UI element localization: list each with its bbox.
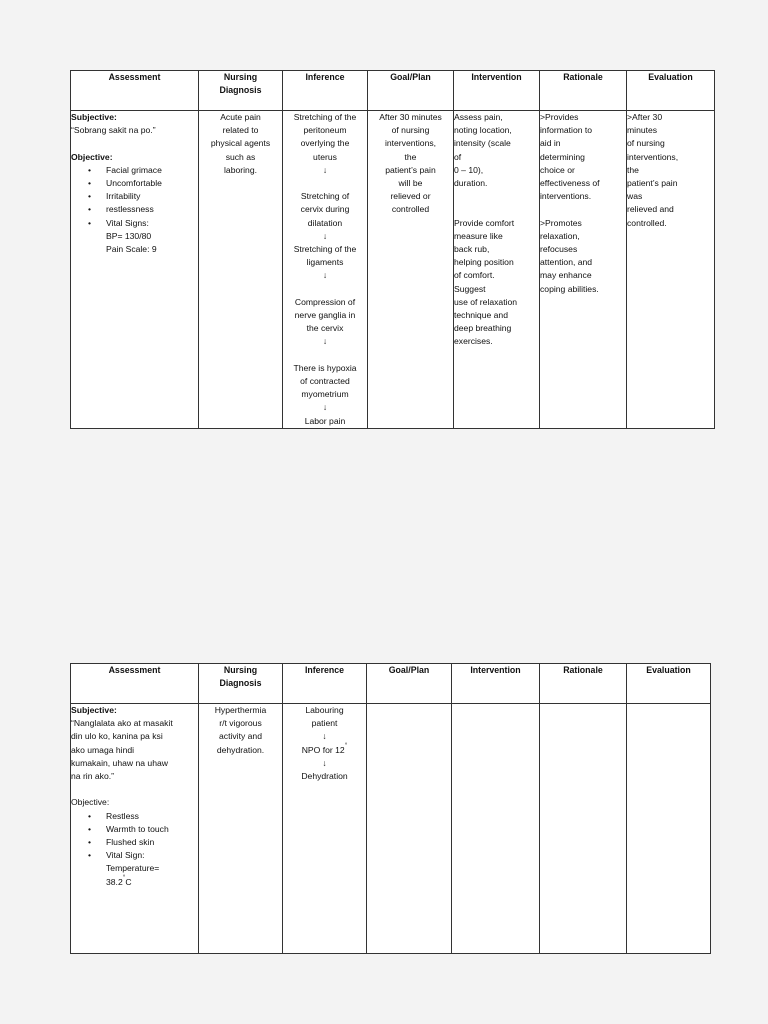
text-line: dehydration. <box>216 744 265 755</box>
text-line: >After 30 <box>627 112 663 122</box>
text-line: laboring. <box>224 164 257 175</box>
inference-cell <box>283 111 368 429</box>
text-line: measure like <box>454 230 503 241</box>
header-rationale: Rationale <box>540 664 627 704</box>
text-line: determining <box>540 151 585 162</box>
header-nursing-diagnosis-line-1: Nursing <box>223 665 258 675</box>
inference-text-line: Stretching of the <box>293 244 357 255</box>
text-line: Acute pain <box>220 112 261 122</box>
down-arrow-icon: ↓ <box>322 731 327 742</box>
objective-label: Objective: <box>71 797 110 808</box>
text-line: >Promotes <box>540 217 582 228</box>
spacer <box>283 283 367 296</box>
spacer <box>283 177 367 190</box>
subjective-label: Subjective: <box>71 705 117 715</box>
text-line: duration. <box>454 178 488 189</box>
text-line: helping position <box>454 257 514 268</box>
text-line: Hyperthermia <box>214 705 267 715</box>
evaluation-cell <box>627 704 711 954</box>
spacer <box>454 190 539 203</box>
down-arrow-icon: ↓ <box>322 270 328 281</box>
inference-text-line: Stretching of <box>300 191 350 202</box>
inference-text-line: Labouring <box>305 705 344 715</box>
text-line: of comfort. <box>454 270 495 281</box>
list-item: • restlessness <box>71 203 198 216</box>
inference-text-line: cervix during <box>300 204 350 215</box>
text-line: interventions. <box>540 191 592 202</box>
text-line: controlled. <box>627 217 667 228</box>
evaluation-cell <box>627 111 715 429</box>
spacer <box>540 203 626 216</box>
table-2-body-row <box>71 704 711 954</box>
text-line: patient’s pain <box>627 178 678 189</box>
text-line: information to <box>540 125 593 136</box>
nursing-diagnosis-cell <box>199 111 283 429</box>
text-line: use of relaxation <box>454 296 518 307</box>
header-nursing-diagnosis <box>199 664 283 704</box>
inference-text-line: Compression of <box>294 296 356 307</box>
inference-text-line <box>283 741 366 757</box>
text-line: back rub, <box>454 244 490 254</box>
text-line: may enhance <box>540 270 592 281</box>
list-item: • Warmth to touch <box>71 823 198 836</box>
inference-text-line: myometrium <box>301 389 349 400</box>
inference-text-line: uterus <box>313 151 337 162</box>
header-nursing-diagnosis <box>199 71 283 111</box>
text-line: relieved or <box>390 191 431 202</box>
degree-symbol: ° <box>344 741 348 749</box>
text-line: “Nanglalata ako at masakit <box>71 718 173 729</box>
text-line: After 30 minutes <box>379 112 442 122</box>
text-line: na rin ako.” <box>71 771 114 782</box>
assessment-cell <box>71 111 199 429</box>
text-line: relieved and <box>627 204 674 215</box>
inference-text-line: Labor pain <box>304 415 346 426</box>
inference-text-line: ligaments <box>306 257 344 268</box>
temperature-number: 38.2 <box>106 876 123 887</box>
text-line: ako umaga hindi <box>71 744 135 755</box>
text-line: intensity (scale <box>454 138 511 149</box>
down-arrow-icon: ↓ <box>322 230 328 241</box>
inference-text-line: overlying the <box>300 138 350 149</box>
subjective-quote: “Sobrang sakit na po.” <box>71 125 156 136</box>
text-line: of nursing <box>391 125 430 136</box>
text-line: interventions, <box>627 151 679 162</box>
header-evaluation: Evaluation <box>627 664 711 704</box>
spacer <box>71 137 198 150</box>
rationale-cell <box>540 704 627 954</box>
inference-text-line: dilatation <box>307 217 343 228</box>
header-nursing-diagnosis-line-1: Nursing <box>223 72 258 82</box>
objective-list <box>71 810 198 863</box>
header-assessment: Assessment <box>71 71 199 111</box>
degree-symbol: ° <box>122 873 126 881</box>
inference-text: NPO for 12 <box>301 744 345 755</box>
temperature-unit: C <box>125 876 132 887</box>
header-goal-plan: Goal/Plan <box>367 664 452 704</box>
text-line: minutes <box>627 125 658 136</box>
text-line: attention, and <box>540 257 593 268</box>
list-item: • Flushed skin <box>71 836 198 849</box>
objective-label: Objective: <box>71 151 113 162</box>
text-line: deep breathing <box>454 323 512 334</box>
nursing-care-plan-table-1 <box>70 70 715 429</box>
down-arrow-icon: ↓ <box>322 336 328 347</box>
text-line: kumakain, uhaw na uhaw <box>71 757 168 768</box>
down-arrow-icon: ↓ <box>322 402 328 413</box>
spacer <box>71 783 198 796</box>
header-rationale: Rationale <box>540 71 627 111</box>
goal-plan-cell <box>367 704 452 954</box>
objective-list <box>71 164 198 230</box>
header-nursing-diagnosis-line-2: Diagnosis <box>219 85 262 95</box>
text-line: relaxation, <box>540 230 580 241</box>
text-line: will be <box>398 178 423 189</box>
list-item: • Vital Sign: <box>71 849 198 862</box>
temperature-value <box>71 873 198 889</box>
inference-text-line: Stretching of the <box>293 112 357 122</box>
vital-pain-scale: Pain Scale: 9 <box>106 244 157 255</box>
inference-text-line: peritoneum <box>303 125 347 136</box>
table-1-header-row <box>71 71 715 111</box>
intervention-cell <box>454 111 540 429</box>
inference-text-line: Dehydration <box>301 771 348 782</box>
header-goal-plan: Goal/Plan <box>368 71 454 111</box>
vital-bp: BP= 130/80 <box>106 230 152 241</box>
header-nursing-diagnosis-line-2: Diagnosis <box>219 678 262 688</box>
list-item: • Vital Signs: <box>71 217 198 230</box>
text-line: related to <box>222 125 259 136</box>
text-line: noting location, <box>454 125 512 136</box>
inference-text-line: There is hypoxia <box>293 362 357 373</box>
header-intervention: Intervention <box>454 71 540 111</box>
temperature-label: Temperature= <box>106 863 160 874</box>
inference-text-line: patient <box>311 718 338 729</box>
text-line: interventions, <box>384 138 437 149</box>
text-line: 0 – 10), <box>454 164 484 175</box>
text-line: was <box>627 191 643 202</box>
text-line: >Provides <box>540 112 579 122</box>
assessment-cell <box>71 704 199 954</box>
spacer <box>283 349 367 362</box>
text-line: the <box>627 164 639 175</box>
text-line: din ulo ko, kanina pa ksi <box>71 731 163 742</box>
text-line: technique and <box>454 310 508 321</box>
nursing-care-plan-table-2 <box>70 663 711 954</box>
intervention-cell <box>452 704 540 954</box>
rationale-cell <box>540 111 627 429</box>
text-line: such as <box>225 151 256 162</box>
text-line: of <box>454 151 462 162</box>
inference-text-line: the cervix <box>306 323 344 334</box>
text-line: activity and <box>219 731 262 742</box>
list-item: • Irritability <box>71 190 198 203</box>
inference-text-line: of contracted <box>300 376 350 387</box>
text-line: effectiveness of <box>540 178 600 189</box>
text-line: Assess pain, <box>454 112 503 122</box>
header-assessment: Assessment <box>71 664 199 704</box>
text-line: controlled <box>391 204 430 215</box>
subjective-label: Subjective: <box>71 112 117 122</box>
down-arrow-icon: ↓ <box>322 757 327 768</box>
table-1-body-row <box>71 111 715 429</box>
text-line: Suggest <box>454 283 486 294</box>
down-arrow-icon: ↓ <box>322 164 328 175</box>
inference-cell <box>283 704 367 954</box>
goal-plan-cell <box>368 111 454 429</box>
text-line: coping abilities. <box>540 283 599 294</box>
text-line: of nursing <box>627 138 665 149</box>
text-line: aid in <box>540 138 561 149</box>
list-item: • Facial grimace <box>71 164 198 177</box>
text-line: physical agents <box>210 138 271 149</box>
header-inference: Inference <box>283 664 367 704</box>
text-line: choice or <box>540 164 575 175</box>
text-line: refocuses <box>540 244 578 255</box>
list-item: • Restless <box>71 810 198 823</box>
text-line: patient’s pain <box>385 164 436 175</box>
spacer <box>454 203 539 216</box>
nursing-diagnosis-cell <box>199 704 283 954</box>
list-item: • Uncomfortable <box>71 177 198 190</box>
text-line: r/t vigorous <box>219 718 262 729</box>
header-intervention: Intervention <box>452 664 540 704</box>
text-line: exercises. <box>454 336 493 347</box>
text-line: the <box>404 151 417 162</box>
header-inference: Inference <box>283 71 368 111</box>
header-evaluation: Evaluation <box>627 71 715 111</box>
text-line: Provide comfort <box>454 217 515 228</box>
inference-text-line: nerve ganglia in <box>294 310 356 321</box>
table-2-header-row <box>71 664 711 704</box>
